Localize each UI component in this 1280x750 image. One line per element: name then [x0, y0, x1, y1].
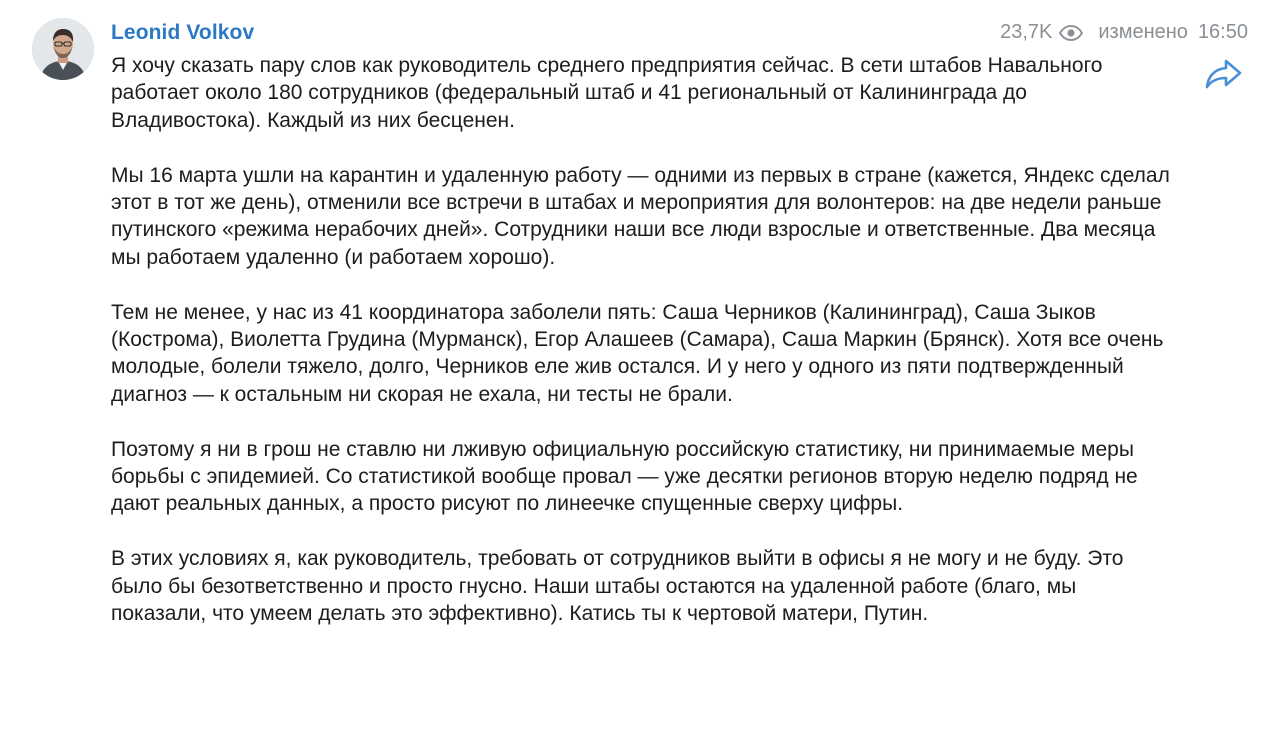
avatar[interactable]	[32, 18, 94, 80]
eye-icon	[1058, 24, 1084, 42]
post-meta	[1000, 21, 1248, 44]
post-time: 16:50	[1197, 21, 1248, 43]
paragraph-1: Я хочу сказать пару слов как руководитель среднего предприятия сейчас. В сети штабов Навального работает около 180 сотрудников (федеральный штаб и 41 региональный от Калининграда до Владивостока). Каждый из них бесценен.	[111, 54, 1103, 132]
message-text	[111, 52, 1171, 655]
avatar-photo	[32, 18, 94, 80]
view-count: 23,7K	[1000, 21, 1053, 43]
paragraph-2: Мы 16 марта ушли на карантин и удаленную работу — одними из первых в стране (кажется, Яндекс сделал этот в тот же день), отменили все встречи в штабах и мероприятия для волонтеров: на две недели раньше путинского «режима нерабочих дней». Сотрудники наши все люди взрослые и ответственные. Два месяца мы работаем удаленно (и работаем хорошо).	[111, 163, 1170, 269]
paragraph-3: Тем не менее, у нас из 41 координатора заболели пять: Саша Черников (Калининград), Саша Зыков (Кострома), Виолетта Грудина (Мурманск), Егор Алашеев (Самара), Саша Маркин (Брянск). Хотя все очень молодые, болели тяжело, долго, Черников еле жив остался. И у него у одного из пяти подтвержденный диагноз — к остальным ни скорая не ехала, ни тесты не брали.	[111, 300, 1164, 406]
edited-label: изменено	[1098, 21, 1188, 43]
author-name[interactable]: Leonid Volkov	[111, 21, 255, 44]
paragraph-4: Поэтому я ни в грош не ставлю ни лживую официальную российскую статистику, ни принимаемые меры борьбы с эпидемией. Со статистикой вообще провал — уже десятки регионов вторую неделю подряд не дают реальных данных, а просто рисуют по линеечке спущенные сверху цифры.	[111, 437, 1138, 516]
share-arrow-icon[interactable]	[1204, 56, 1244, 92]
paragraph-5: В этих условиях я, как руководитель, требовать от сотрудников выйти в офисы я не могу и не буду. Это было бы безответственно и просто гнусно. Наши штабы остаются на удаленной работе (благо, мы показали, что умеем делать это эффективно). Катись ты к чертовой матери, Путин.	[111, 547, 1124, 626]
